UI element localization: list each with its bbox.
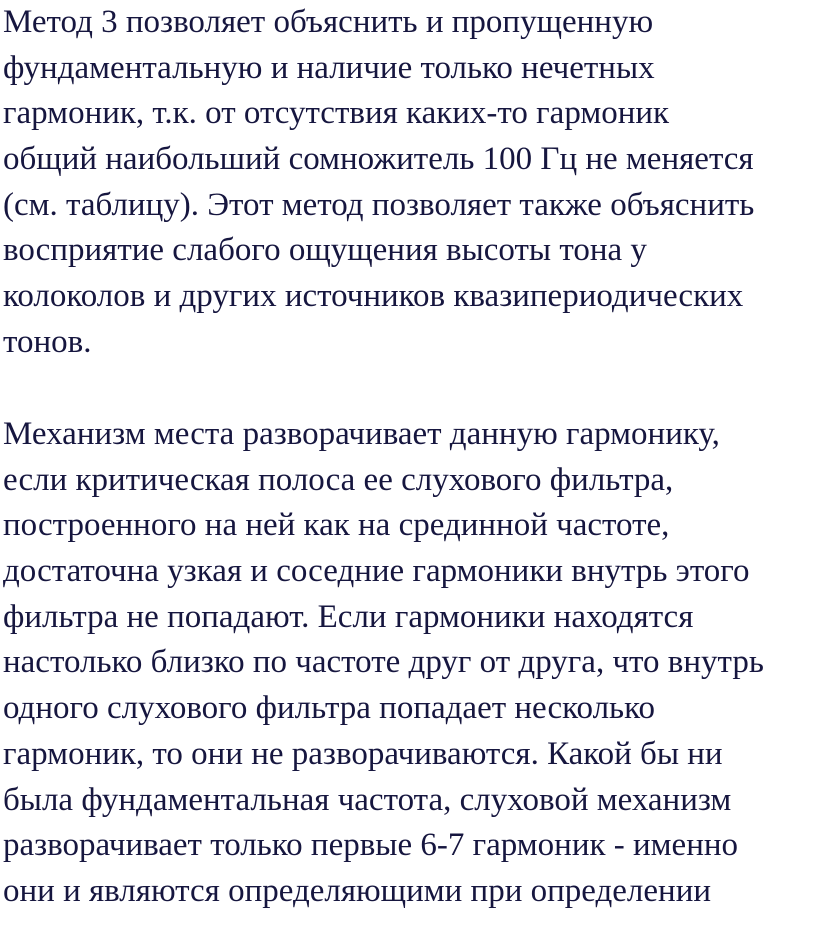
text-line: фильтра не попадают. Если гармоники находятся — [3, 598, 694, 635]
text-line: была фундаментальная частота, слуховой механизм — [3, 781, 732, 818]
text-line: Механизм места разворачивает данную гармонику, — [3, 416, 720, 452]
text-line: разворачивает только первые 6-7 гармоник - именно — [3, 827, 739, 864]
text-line: общий наибольший сомножитель 100 Гц не меняется — [3, 141, 754, 178]
paragraph-method-3 — [3, 0, 754, 366]
text-line: Метод 3 позволяет объяснить и пропущенную — [3, 4, 654, 40]
text-line: настолько близко по частоте друг от друга, что внутрь — [3, 644, 764, 681]
text-line: (см. таблицу). Этот метод позволяет также объяснить — [3, 186, 755, 223]
text-line: построенного на ней как на срединной частоте, — [3, 507, 670, 544]
paragraph-place-mechanism — [3, 412, 764, 915]
text-line: гармоник, т.к. от отсутствия каких-то гармоник — [3, 95, 670, 132]
text-line: достаточна узкая и соседние гармоники внутрь этого — [3, 553, 750, 590]
text-line: если критическая полоса ее слухового фильтра, — [3, 461, 674, 498]
text-line: колоколов и других источников квазипериодических — [3, 278, 744, 315]
text-line: фундаментальную и наличие только нечетных — [3, 49, 655, 86]
text-line: одного слухового фильтра попадает несколько — [3, 690, 655, 727]
text-line: тонов. — [3, 323, 92, 360]
text-line: они и являются определяющими при определении — [3, 872, 712, 909]
text-line: восприятие слабого ощущения высоты тона у — [3, 232, 647, 269]
text-line: гармоник, то они не разворачиваются. Какой бы ни — [3, 735, 723, 772]
